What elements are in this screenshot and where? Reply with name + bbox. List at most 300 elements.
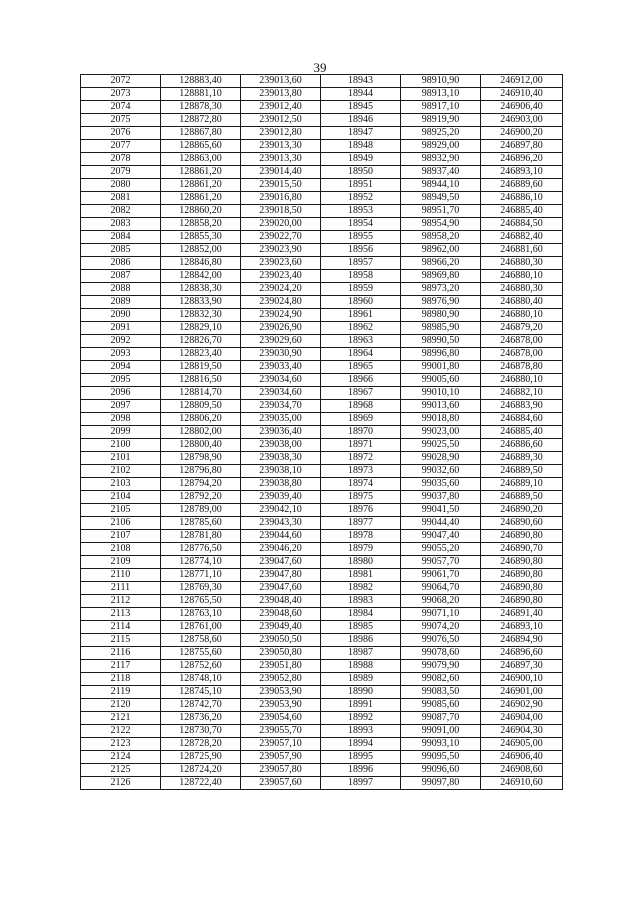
table-row [81,166,563,179]
point-number-left: 2105 [81,504,161,517]
table-row [81,205,563,218]
x-coordinate-right: 98937,40 [401,166,481,179]
y-coordinate-left: 239023,40 [241,270,321,283]
y-coordinate-left: 239054,60 [241,712,321,725]
table-row [81,140,563,153]
x-coordinate-right: 98996,80 [401,348,481,361]
x-coordinate-right: 98962,00 [401,244,481,257]
y-coordinate-left: 239047,80 [241,569,321,582]
y-coordinate-left: 239043,30 [241,517,321,530]
point-number-left: 2119 [81,686,161,699]
x-coordinate-left: 128794,20 [161,478,241,491]
x-coordinate-left: 128730,70 [161,725,241,738]
x-coordinate-right: 98985,90 [401,322,481,335]
y-coordinate-left: 239013,30 [241,140,321,153]
x-coordinate-right: 99082,60 [401,673,481,686]
point-number-left: 2098 [81,413,161,426]
point-number-left: 2124 [81,751,161,764]
y-coordinate-left: 239057,90 [241,751,321,764]
point-number-right: 18964 [321,348,401,361]
x-coordinate-left: 128781,80 [161,530,241,543]
table-row [81,725,563,738]
y-coordinate-left: 239057,10 [241,738,321,751]
point-number-left: 2103 [81,478,161,491]
point-number-left: 2088 [81,283,161,296]
point-number-left: 2109 [81,556,161,569]
y-coordinate-right: 246886,10 [481,192,563,205]
x-coordinate-left: 128863,00 [161,153,241,166]
y-coordinate-left: 239018,50 [241,205,321,218]
x-coordinate-left: 128798,90 [161,452,241,465]
table-row [81,543,563,556]
x-coordinate-right: 99055,20 [401,543,481,556]
point-number-left: 2081 [81,192,161,205]
table-row [81,608,563,621]
table-row [81,283,563,296]
y-coordinate-left: 239038,30 [241,452,321,465]
y-coordinate-left: 239024,90 [241,309,321,322]
table-row [81,127,563,140]
point-number-right: 18947 [321,127,401,140]
y-coordinate-right: 246906,40 [481,751,563,764]
table-row [81,582,563,595]
y-coordinate-left: 239023,60 [241,257,321,270]
point-number-left: 2087 [81,270,161,283]
y-coordinate-right: 246886,60 [481,439,563,452]
y-coordinate-left: 239050,80 [241,647,321,660]
point-number-left: 2115 [81,634,161,647]
x-coordinate-right: 99061,70 [401,569,481,582]
x-coordinate-right: 98966,20 [401,257,481,270]
point-number-right: 18994 [321,738,401,751]
y-coordinate-left: 239034,70 [241,400,321,413]
x-coordinate-right: 99028,90 [401,452,481,465]
x-coordinate-right: 99041,50 [401,504,481,517]
x-coordinate-right: 98944,10 [401,179,481,192]
point-number-right: 18988 [321,660,401,673]
y-coordinate-right: 246880,10 [481,374,563,387]
table-row [81,465,563,478]
point-number-left: 2116 [81,647,161,660]
x-coordinate-right: 99035,60 [401,478,481,491]
table-row [81,517,563,530]
table-row [81,621,563,634]
table-row [81,452,563,465]
y-coordinate-right: 246889,50 [481,465,563,478]
y-coordinate-left: 239023,90 [241,244,321,257]
point-number-left: 2101 [81,452,161,465]
table-row [81,413,563,426]
coordinates-table-body [81,75,563,790]
x-coordinate-right: 99013,60 [401,400,481,413]
point-number-right: 18950 [321,166,401,179]
y-coordinate-left: 239044,60 [241,530,321,543]
y-coordinate-left: 239047,60 [241,556,321,569]
y-coordinate-right: 246890,80 [481,595,563,608]
point-number-left: 2122 [81,725,161,738]
point-number-left: 2126 [81,777,161,790]
point-number-right: 18953 [321,205,401,218]
table-row [81,439,563,452]
point-number-right: 18948 [321,140,401,153]
point-number-right: 18996 [321,764,401,777]
point-number-left: 2096 [81,387,161,400]
x-coordinate-left: 128865,60 [161,140,241,153]
table-row [81,647,563,660]
x-coordinate-left: 128806,20 [161,413,241,426]
y-coordinate-right: 246881,60 [481,244,563,257]
y-coordinate-right: 246903,00 [481,114,563,127]
y-coordinate-right: 246889,50 [481,491,563,504]
table-row [81,764,563,777]
table-row [81,530,563,543]
y-coordinate-left: 239057,80 [241,764,321,777]
x-coordinate-right: 98913,10 [401,88,481,101]
x-coordinate-right: 98925,20 [401,127,481,140]
table-row [81,179,563,192]
x-coordinate-left: 128872,80 [161,114,241,127]
point-number-left: 2117 [81,660,161,673]
point-number-right: 18955 [321,231,401,244]
y-coordinate-right: 246885,40 [481,426,563,439]
x-coordinate-right: 98951,70 [401,205,481,218]
x-coordinate-right: 99074,20 [401,621,481,634]
point-number-left: 2118 [81,673,161,686]
y-coordinate-right: 246880,10 [481,309,563,322]
point-number-right: 18960 [321,296,401,309]
y-coordinate-right: 246882,40 [481,231,563,244]
y-coordinate-right: 246880,10 [481,270,563,283]
point-number-left: 2104 [81,491,161,504]
point-number-left: 2120 [81,699,161,712]
point-number-right: 18995 [321,751,401,764]
point-number-left: 2086 [81,257,161,270]
point-number-right: 18989 [321,673,401,686]
point-number-left: 2121 [81,712,161,725]
x-coordinate-right: 99023,00 [401,426,481,439]
x-coordinate-right: 99093,10 [401,738,481,751]
y-coordinate-left: 239012,40 [241,101,321,114]
point-number-left: 2123 [81,738,161,751]
y-coordinate-left: 239042,10 [241,504,321,517]
x-coordinate-left: 128860,20 [161,205,241,218]
point-number-left: 2072 [81,75,161,88]
x-coordinate-left: 128802,00 [161,426,241,439]
table-row [81,218,563,231]
point-number-left: 2106 [81,517,161,530]
x-coordinate-right: 98990,50 [401,335,481,348]
point-number-right: 18997 [321,777,401,790]
x-coordinate-left: 128829,10 [161,322,241,335]
x-coordinate-left: 128736,20 [161,712,241,725]
table-row [81,556,563,569]
y-coordinate-left: 239039,40 [241,491,321,504]
table-row [81,634,563,647]
point-number-left: 2097 [81,400,161,413]
point-number-left: 2084 [81,231,161,244]
y-coordinate-left: 239034,60 [241,374,321,387]
point-number-left: 2099 [81,426,161,439]
point-number-left: 2100 [81,439,161,452]
y-coordinate-left: 239038,10 [241,465,321,478]
y-coordinate-right: 246889,30 [481,452,563,465]
y-coordinate-left: 239020,00 [241,218,321,231]
table-row [81,569,563,582]
point-number-right: 18969 [321,413,401,426]
point-number-right: 18962 [321,322,401,335]
y-coordinate-left: 239035,00 [241,413,321,426]
y-coordinate-right: 246890,20 [481,504,563,517]
x-coordinate-left: 128745,10 [161,686,241,699]
x-coordinate-right: 98954,90 [401,218,481,231]
point-number-left: 2077 [81,140,161,153]
x-coordinate-right: 99018,80 [401,413,481,426]
y-coordinate-right: 246901,00 [481,686,563,699]
x-coordinate-right: 98910,90 [401,75,481,88]
y-coordinate-left: 239016,80 [241,192,321,205]
point-number-right: 18951 [321,179,401,192]
y-coordinate-right: 246893,10 [481,621,563,634]
x-coordinate-left: 128861,20 [161,192,241,205]
y-coordinate-right: 246900,20 [481,127,563,140]
x-coordinate-right: 99064,70 [401,582,481,595]
y-coordinate-left: 239013,30 [241,153,321,166]
x-coordinate-left: 128819,50 [161,361,241,374]
y-coordinate-left: 239024,20 [241,283,321,296]
coordinates-table [80,74,563,790]
y-coordinate-right: 246889,10 [481,478,563,491]
point-number-right: 18981 [321,569,401,582]
y-coordinate-right: 246890,70 [481,543,563,556]
x-coordinate-left: 128878,30 [161,101,241,114]
point-number-right: 18990 [321,686,401,699]
point-number-left: 2091 [81,322,161,335]
point-number-right: 18952 [321,192,401,205]
y-coordinate-left: 239012,50 [241,114,321,127]
x-coordinate-right: 99097,80 [401,777,481,790]
point-number-left: 2114 [81,621,161,634]
x-coordinate-right: 98932,90 [401,153,481,166]
y-coordinate-right: 246878,00 [481,335,563,348]
y-coordinate-right: 246893,10 [481,166,563,179]
table-row [81,322,563,335]
x-coordinate-left: 128846,80 [161,257,241,270]
table-row [81,673,563,686]
page-number: 39 [313,60,327,75]
y-coordinate-right: 246897,30 [481,660,563,673]
table-row [81,270,563,283]
x-coordinate-left: 128861,20 [161,166,241,179]
table-row [81,335,563,348]
x-coordinate-left: 128842,00 [161,270,241,283]
x-coordinate-right: 99001,80 [401,361,481,374]
table-row [81,244,563,257]
x-coordinate-left: 128776,50 [161,543,241,556]
y-coordinate-right: 246885,40 [481,205,563,218]
point-number-left: 2089 [81,296,161,309]
y-coordinate-right: 246890,60 [481,517,563,530]
y-coordinate-right: 246896,60 [481,647,563,660]
point-number-left: 2113 [81,608,161,621]
point-number-right: 18985 [321,621,401,634]
point-number-right: 18971 [321,439,401,452]
table-row [81,88,563,101]
y-coordinate-right: 246880,30 [481,283,563,296]
point-number-right: 18980 [321,556,401,569]
table-row [81,348,563,361]
y-coordinate-right: 246906,40 [481,101,563,114]
y-coordinate-right: 246910,40 [481,88,563,101]
y-coordinate-right: 246900,10 [481,673,563,686]
point-number-right: 18946 [321,114,401,127]
x-coordinate-right: 99095,50 [401,751,481,764]
table-row [81,686,563,699]
point-number-left: 2125 [81,764,161,777]
x-coordinate-left: 128724,20 [161,764,241,777]
point-number-right: 18973 [321,465,401,478]
x-coordinate-right: 99091,00 [401,725,481,738]
point-number-left: 2110 [81,569,161,582]
x-coordinate-left: 128765,50 [161,595,241,608]
x-coordinate-left: 128867,80 [161,127,241,140]
x-coordinate-left: 128852,00 [161,244,241,257]
y-coordinate-left: 239049,40 [241,621,321,634]
y-coordinate-right: 246890,80 [481,556,563,569]
x-coordinate-left: 128809,50 [161,400,241,413]
table-row [81,153,563,166]
y-coordinate-left: 239026,90 [241,322,321,335]
y-coordinate-left: 239022,70 [241,231,321,244]
point-number-left: 2075 [81,114,161,127]
table-row [81,400,563,413]
table-row [81,361,563,374]
point-number-left: 2095 [81,374,161,387]
x-coordinate-right: 99032,60 [401,465,481,478]
y-coordinate-right: 246882,10 [481,387,563,400]
x-coordinate-right: 99079,90 [401,660,481,673]
point-number-left: 2090 [81,309,161,322]
x-coordinate-right: 99010,10 [401,387,481,400]
table-row [81,491,563,504]
y-coordinate-right: 246894,90 [481,634,563,647]
y-coordinate-left: 239013,80 [241,88,321,101]
point-number-left: 2083 [81,218,161,231]
x-coordinate-right: 98958,20 [401,231,481,244]
point-number-right: 18974 [321,478,401,491]
point-number-right: 18970 [321,426,401,439]
table-row [81,738,563,751]
point-number-right: 18967 [321,387,401,400]
x-coordinate-left: 128792,20 [161,491,241,504]
x-coordinate-left: 128761,00 [161,621,241,634]
y-coordinate-left: 239048,40 [241,595,321,608]
x-coordinate-right: 99047,40 [401,530,481,543]
point-number-right: 18957 [321,257,401,270]
y-coordinate-right: 246902,90 [481,699,563,712]
table-row [81,712,563,725]
x-coordinate-left: 128755,60 [161,647,241,660]
x-coordinate-right: 99037,80 [401,491,481,504]
x-coordinate-right: 98929,00 [401,140,481,153]
point-number-right: 18972 [321,452,401,465]
y-coordinate-right: 246890,80 [481,569,563,582]
point-number-right: 18983 [321,595,401,608]
y-coordinate-right: 246878,80 [481,361,563,374]
y-coordinate-right: 246883,90 [481,400,563,413]
point-number-right: 18961 [321,309,401,322]
point-number-right: 18976 [321,504,401,517]
y-coordinate-left: 239014,40 [241,166,321,179]
y-coordinate-left: 239053,90 [241,686,321,699]
y-coordinate-right: 246905,00 [481,738,563,751]
point-number-left: 2085 [81,244,161,257]
point-number-right: 18959 [321,283,401,296]
table-row [81,660,563,673]
point-number-left: 2111 [81,582,161,595]
point-number-left: 2080 [81,179,161,192]
x-coordinate-left: 128832,30 [161,309,241,322]
y-coordinate-right: 246904,00 [481,712,563,725]
table-row [81,777,563,790]
point-number-right: 18965 [321,361,401,374]
y-coordinate-right: 246908,60 [481,764,563,777]
y-coordinate-right: 246891,40 [481,608,563,621]
x-coordinate-left: 128728,20 [161,738,241,751]
x-coordinate-left: 128785,60 [161,517,241,530]
point-number-left: 2078 [81,153,161,166]
x-coordinate-left: 128748,10 [161,673,241,686]
x-coordinate-left: 128763,10 [161,608,241,621]
x-coordinate-right: 98949,50 [401,192,481,205]
y-coordinate-left: 239052,80 [241,673,321,686]
table-row [81,478,563,491]
x-coordinate-right: 98919,90 [401,114,481,127]
point-number-right: 18975 [321,491,401,504]
point-number-right: 18966 [321,374,401,387]
point-number-left: 2076 [81,127,161,140]
point-number-right: 18963 [321,335,401,348]
y-coordinate-right: 246904,30 [481,725,563,738]
table-row [81,231,563,244]
point-number-right: 18993 [321,725,401,738]
x-coordinate-left: 128752,60 [161,660,241,673]
point-number-right: 18984 [321,608,401,621]
y-coordinate-left: 239033,40 [241,361,321,374]
point-number-right: 18943 [321,75,401,88]
x-coordinate-right: 98973,20 [401,283,481,296]
x-coordinate-left: 128855,30 [161,231,241,244]
x-coordinate-left: 128838,30 [161,283,241,296]
point-number-right: 18968 [321,400,401,413]
point-number-right: 18992 [321,712,401,725]
x-coordinate-left: 128758,60 [161,634,241,647]
point-number-right: 18956 [321,244,401,257]
x-coordinate-right: 99005,60 [401,374,481,387]
table-row [81,504,563,517]
x-coordinate-right: 98980,90 [401,309,481,322]
table-row [81,114,563,127]
x-coordinate-left: 128800,40 [161,439,241,452]
point-number-right: 18978 [321,530,401,543]
x-coordinate-left: 128774,10 [161,556,241,569]
point-number-right: 18945 [321,101,401,114]
x-coordinate-right: 99085,60 [401,699,481,712]
x-coordinate-right: 99083,50 [401,686,481,699]
table-row [81,296,563,309]
x-coordinate-left: 128814,70 [161,387,241,400]
x-coordinate-left: 128833,90 [161,296,241,309]
table-row [81,309,563,322]
